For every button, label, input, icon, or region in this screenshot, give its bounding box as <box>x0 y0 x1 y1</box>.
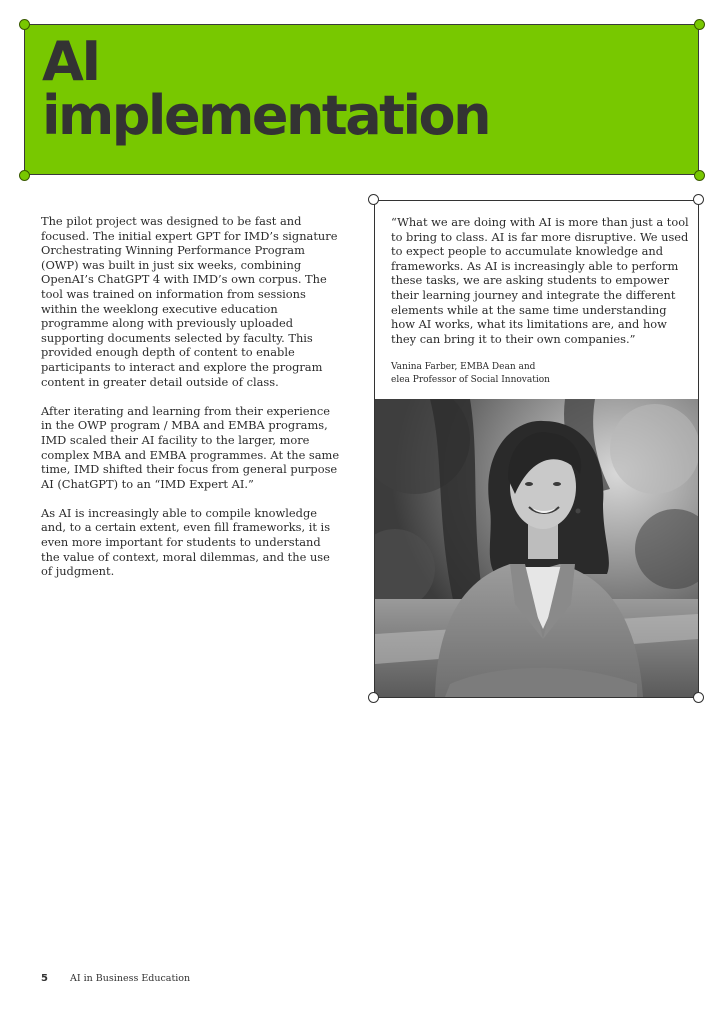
quote-corner-dot-top-right <box>693 194 704 205</box>
portrait-illustration <box>375 399 698 697</box>
corner-dot-top-left <box>19 19 30 30</box>
publication-title: AI in Business Education <box>70 973 191 984</box>
attribution-line-1: Vanina Farber, EMBA Dean and <box>391 362 536 372</box>
portrait-photo <box>375 399 698 697</box>
page-title <box>42 30 490 147</box>
corner-dot-bottom-left <box>19 170 30 181</box>
quote-corner-dot-bottom-left <box>368 692 379 703</box>
body-text-column <box>41 214 341 593</box>
body-paragraph-2: After iterating and learning from their experience in the OWP program / MBA and EMBA programs, IMD scaled their AI facility to the larger, more complex MBA and EMBA programmes. At the same time, IMD shifted their focus from general purpose AI (ChatGPT) to an “IMD Expert AI.” <box>41 403 340 491</box>
body-paragraph-3: As AI is increasingly able to compile knowledge and, to a certain extent, even fill frameworks, it is even more important for students to understand the value of context, moral dilemmas, and the use of judgment. <box>41 505 331 579</box>
quote-corner-dot-top-left <box>368 194 379 205</box>
corner-dot-bottom-right <box>694 170 705 181</box>
page-title-line-1: AI <box>42 30 99 93</box>
title-banner <box>24 24 699 175</box>
page-title-line-2: implementation <box>42 84 490 147</box>
body-paragraph-1: The pilot project was designed to be fast and focused. The initial expert GPT for IMD’s signature Orchestrating Winning Performance Program (OWP) was built in just six weeks, combining OpenAI’s ChatGPT 4 with IMD’s own corpus. The tool was trained on information from sessions within the weeklong executive education programme along with previously uploaded supporting documents selected by faculty. This provided enough depth of content to enable participants to interact and explore the program content in greater detail outside of class. <box>41 214 338 389</box>
corner-dot-top-right <box>694 19 705 30</box>
attribution-line-2: elea Professor of Social Innovation <box>391 375 550 385</box>
quote-attribution <box>391 361 691 387</box>
page-number: 5 <box>41 973 48 984</box>
quote-corner-dot-bottom-right <box>693 692 704 703</box>
quote-text: “What we are doing with AI is more than just a tool to bring to class. AI is far more disruptive. We used to expect people to accumulate knowledge and frameworks. As AI is increasingly able to perform these tasks, we are asking students to empower their learning journey and integrate the different elements while at the same time understanding how AI works, what its limitations are, and how they can bring it to their own companies.” <box>391 215 689 346</box>
quote-panel <box>374 200 699 698</box>
